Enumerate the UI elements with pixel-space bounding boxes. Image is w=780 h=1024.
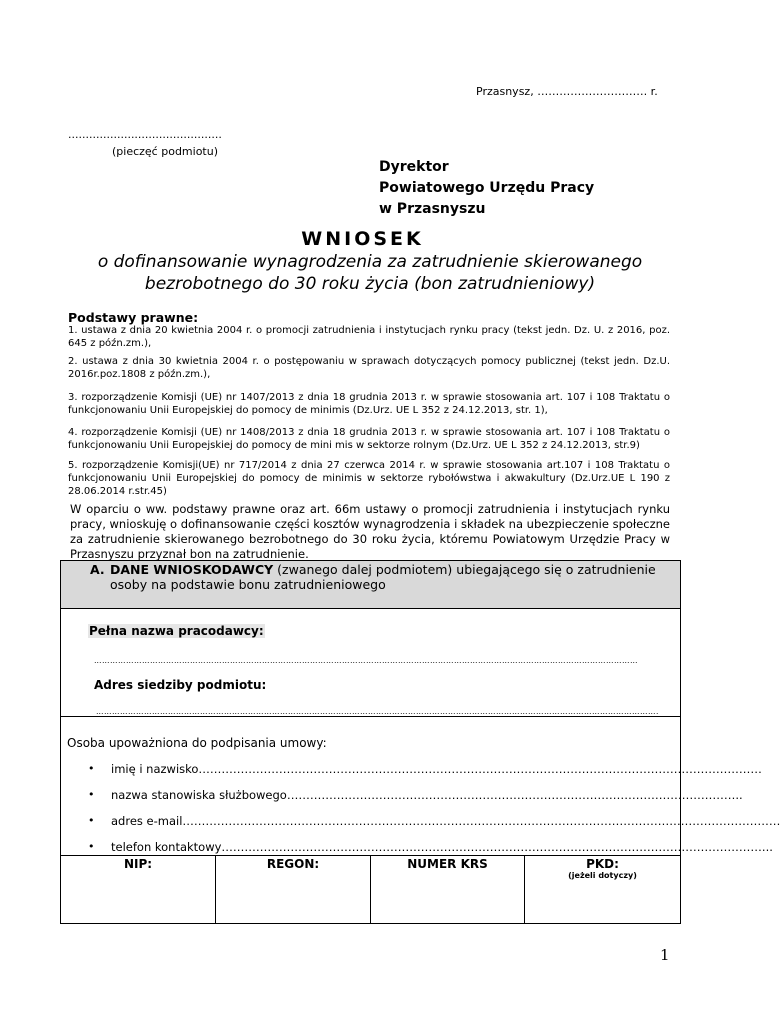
legal-basis-item-5: 5. rozporządzenie Komisji(UE) nr 717/2014 z dnia 27 czerwca 2014 r. w sprawie stosowania art.107 i 108 Traktatu o funkcjonowaniu Unii Europejskiej do pomocy de minimis w sektorze rybołówstwa i akwakultury (Dz.Urz.UE L 190 z 28.06.2014 r.str.45)	[68, 460, 670, 497]
section-a-title	[90, 562, 660, 592]
legal-basis-item-4: 4. rozporządzenie Komisji (UE) nr 1408/2013 z dnia 18 grudnia 2013 r. w sprawie stosowania art. 107 i 108 Traktatu o funkcjonowaniu Unii Europejskiej do pomocy de mini mis w sektorze rolnym (Dz.Urz. UE L 352 z 24.12.2013, str.9)	[68, 427, 670, 451]
page-number: 1	[660, 946, 670, 964]
stamp-label: (pieczęć podmiotu)	[112, 145, 219, 158]
section-title-bold: DANE WNIOSKODAWCY	[110, 562, 274, 577]
subtitle-line-2: bezrobotnego do 30 roku życia (bon zatrudnieniowy)	[144, 274, 596, 294]
authorized-person-label: Osoba upoważniona do podpisania umowy:	[67, 736, 327, 750]
legal-basis-heading: Podstawy prawne:	[68, 310, 199, 325]
legal-basis-item-3: 3. rozporządzenie Komisji (UE) nr 1407/2013 z dnia 18 grudnia 2013 r. w sprawie stosowania art. 107 i 108 Traktatu o funkcjonowaniu Unii Europejskiej do pomocy de minimis (Dz.Urz. UE L 352 z 24.12.2013, str. 1),	[68, 392, 670, 416]
pkd-note: (jeżeli dotyczy)	[568, 871, 637, 880]
section-letter: A.	[90, 562, 105, 577]
addressee-line-1: Dyrektor	[379, 159, 449, 175]
bullet-icon: •	[88, 788, 95, 801]
contact-phone-field[interactable]: telefon kontaktowy……………………………………………………………………………………………………………………………...	[111, 840, 773, 854]
subtitle-line-1: o dofinansowanie wynagrodzenia za zatrudnienie skierowanego	[97, 252, 643, 272]
stamp-line: ............................................	[68, 128, 222, 141]
document-title: WNIOSEK	[301, 228, 424, 250]
addressee-line-3: w Przasnyszu	[379, 201, 486, 217]
section-title-rest: (zwanego dalej podmiotem) ubiegającego się o zatrudnienie	[273, 562, 656, 577]
intro-paragraph: W oparciu o ww. podstawy prawne oraz art. 66m ustawy o promocji zatrudnienia i instytucjach rynku pracy, wnioskuję o dofinansowanie części kosztów wynagrodzenia i składek na ubezpieczenie społeczne za zatrudnienie skierowanego bezrobotnego do 30 roku życia, któremu Powiatowym Urzędzie Pracy w Przasnyszu przyznał bon na zatrudnienie.	[70, 502, 670, 561]
address-field[interactable]: ………………………………………………………………………………………………………………………………………………………………………………………….	[96, 707, 659, 716]
bullet-icon: •	[88, 814, 95, 827]
legal-basis-item-2: 2. ustawa z dnia 30 kwietnia 2004 r. o postępowaniu w sprawach dotyczących pomocy publicznej (tekst jedn. Dz.U. 2016r.poz.1808 z późn.zm.),	[68, 356, 670, 380]
addressee-line-2: Powiatowego Urzędu Pracy	[379, 180, 595, 196]
contact-position-field[interactable]: nazwa stanowiska służbowego………………………………………………………………………………………………………..	[111, 788, 743, 802]
section-title-line-2: osoby na podstawie bonu zatrudnieniowego	[110, 577, 386, 592]
employer-name-field[interactable]: ……………………………………………………………………………………………………………………………………………………………………………………	[94, 656, 638, 665]
place-date: Przasnysz, ………………………… r.	[476, 85, 658, 98]
addressee	[379, 157, 594, 220]
krs-label: NUMER KRS	[407, 857, 488, 871]
nip-label: NIP:	[123, 857, 153, 871]
bullet-icon: •	[88, 840, 95, 853]
pkd-label: PKD:	[586, 857, 619, 871]
row-divider	[60, 716, 681, 717]
bullet-icon: •	[88, 762, 95, 775]
contact-email-field[interactable]: adres e-mail…………………………………………………………………………………………………………………………………………	[111, 814, 780, 828]
regon-label: REGON:	[266, 857, 320, 871]
address-label: Adres siedziby podmiotu:	[94, 678, 267, 692]
contact-name-field[interactable]: imię i nazwisko…………………………………………………………………………………………………………………………………	[111, 762, 762, 776]
document-subtitle	[60, 251, 680, 295]
legal-basis-item-1: 1. ustawa z dnia 20 kwietnia 2004 r. o promocji zatrudnienia i instytucjach rynku pracy (tekst jedn. Dz. U. z 2016, poz. 645 z późn.zm.),	[68, 325, 670, 349]
employer-name-label: Pełna nazwa pracodawcy:	[89, 624, 264, 638]
